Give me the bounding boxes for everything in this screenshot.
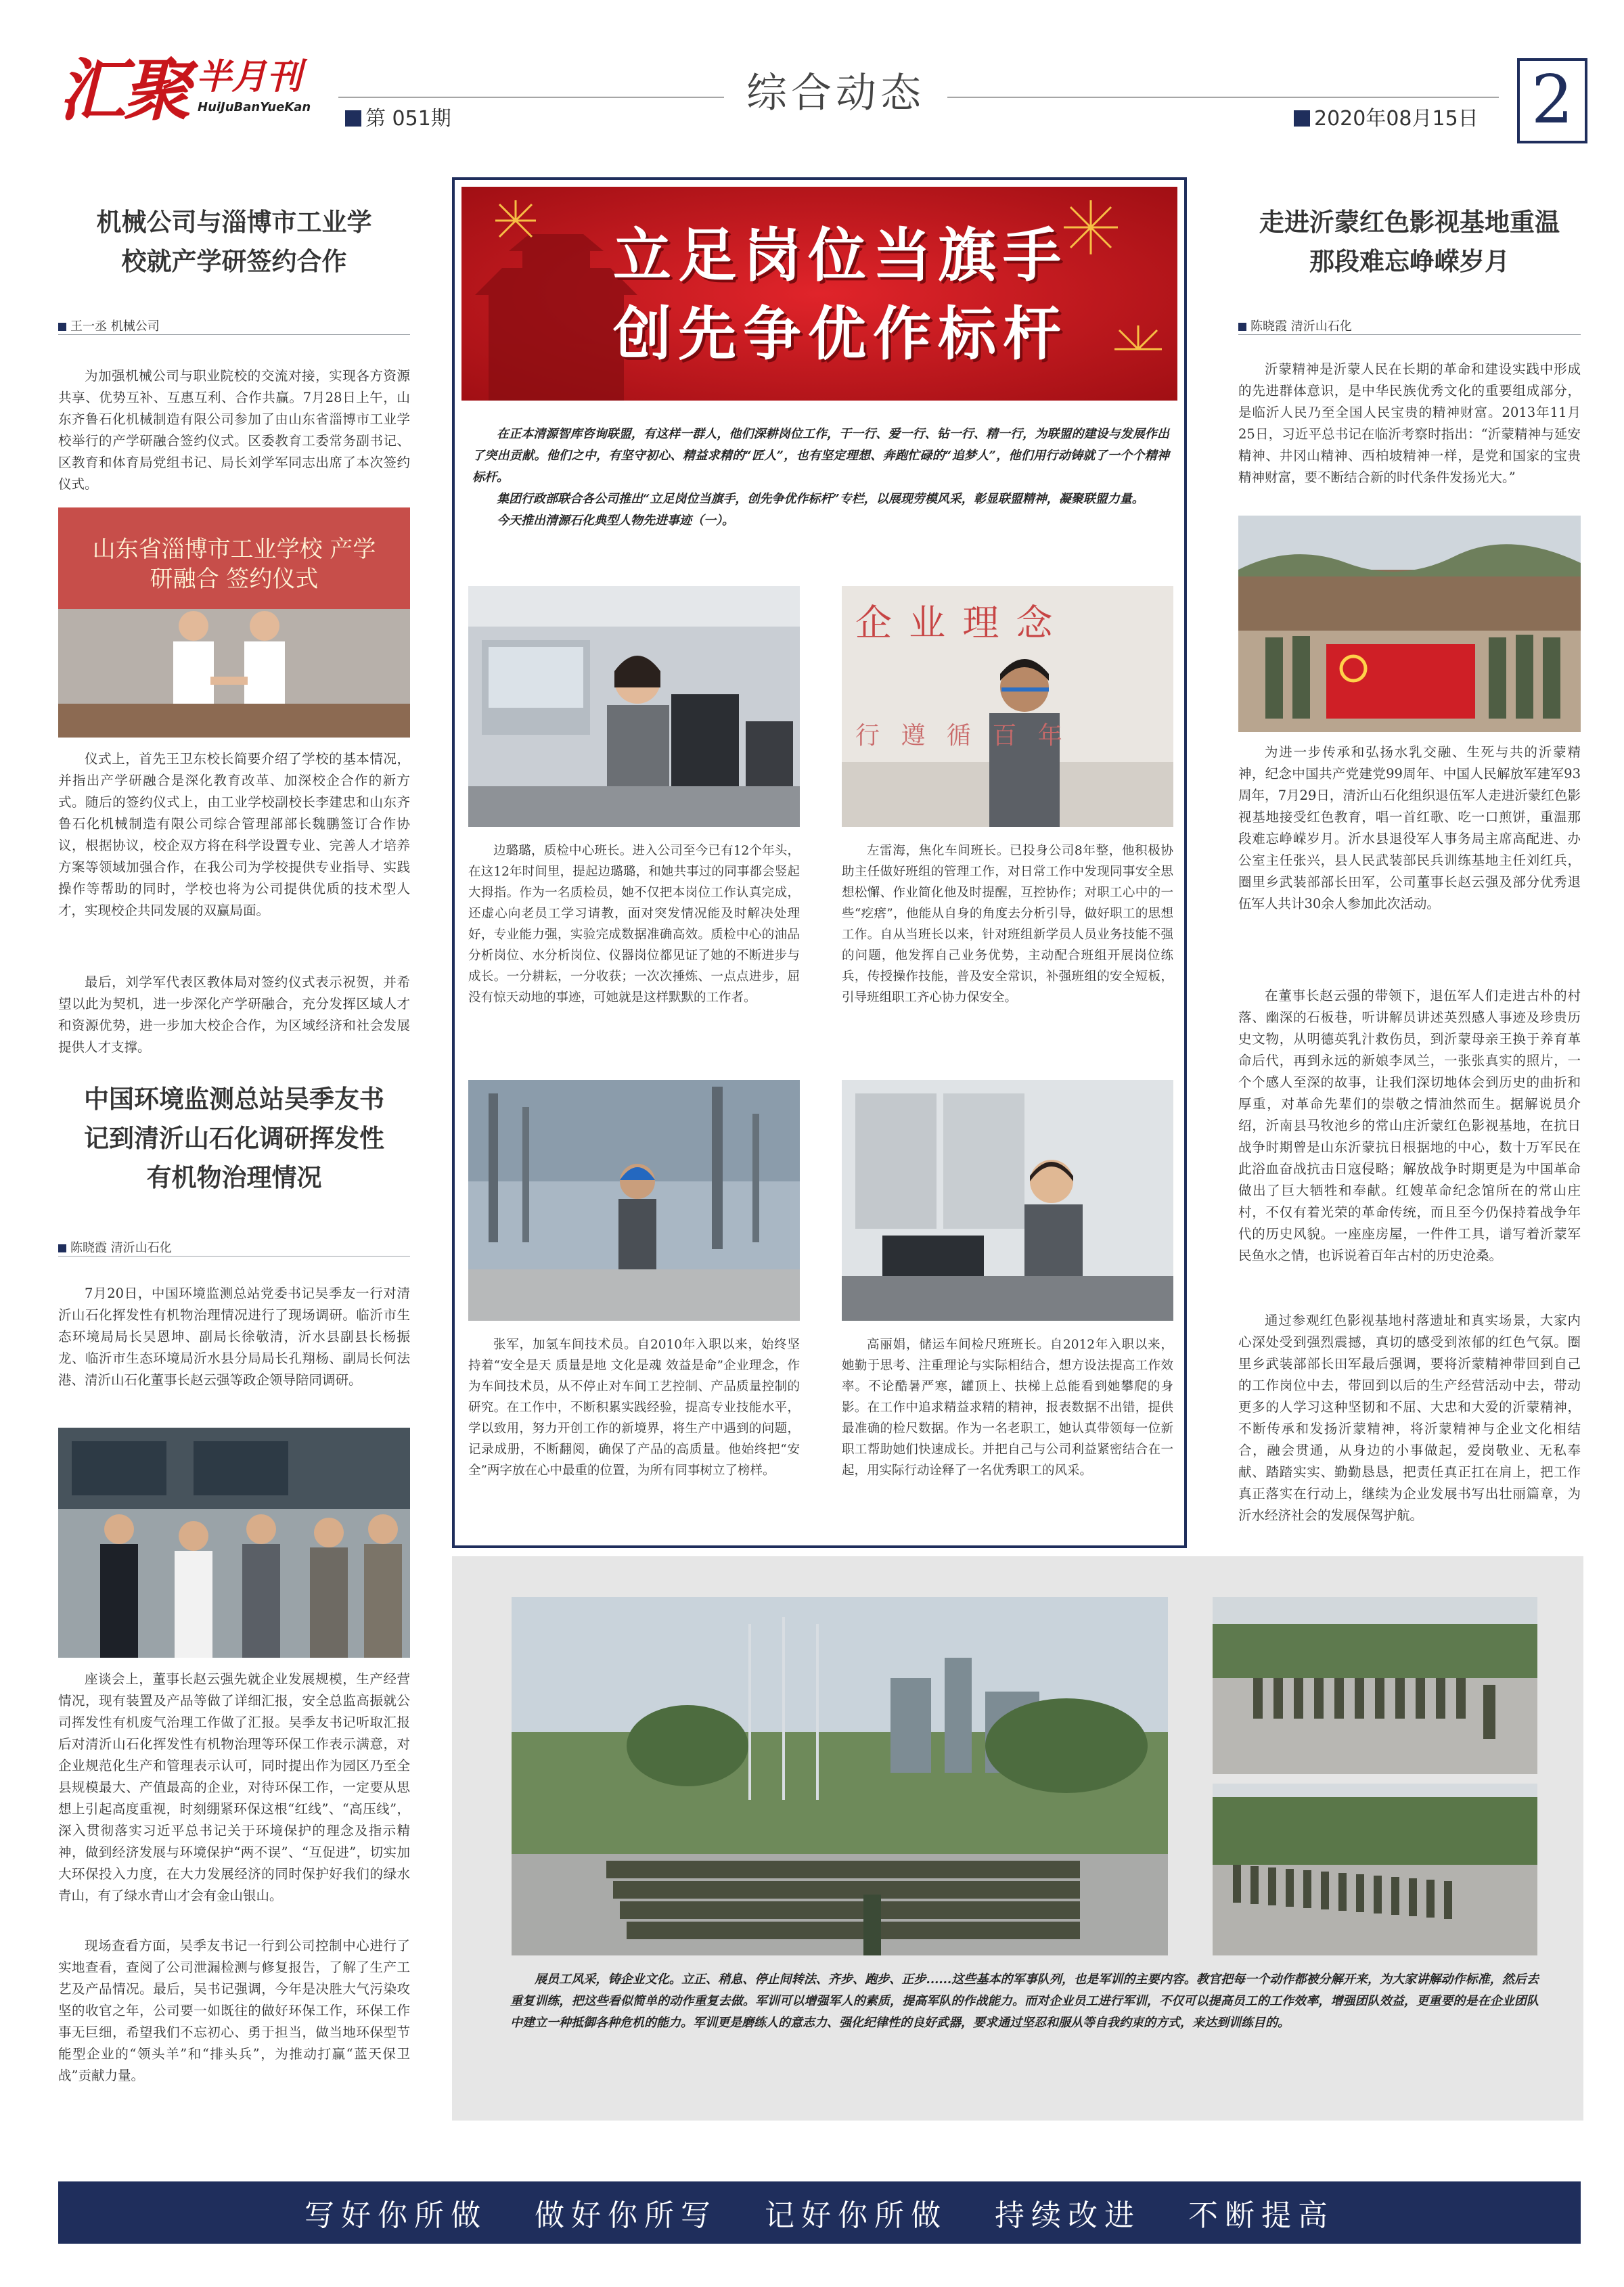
- footer-slogan-5: 不断提高: [1188, 2198, 1334, 2233]
- masthead: [0, 0, 1624, 149]
- profile2-photo-sign1: 企 业 理 念: [855, 602, 1056, 644]
- article1-para2: 仪式上，首先王卫东校长简要介绍了学校的基本情况，并指出产学研融合是深化教育改革、加深校企合作的新方式。随后的签约仪式上，由工业学校副校长李建忠和山东齐鲁石化机械制造有限公司综合管理部部长魏鹏签订合作协议，根据协议，校企双方将在科学设置专业、完善人才培养方案等领域加强合作，在我公司为学校提供专业指导、实践操作等帮助的同时，学校也将为公司提供优质的技术型人才，实现校企共同发展的双赢局面。: [58, 751, 410, 918]
- article1-title: 机械公司与淄博市工业学校就产学研签约合作: [96, 208, 372, 276]
- date-square-icon: [1294, 110, 1310, 127]
- feature-banner-line2: 创先争优作标杆: [613, 300, 1068, 368]
- article2-byline: 陈晓霞 清沂山石化: [58, 1238, 172, 1256]
- feature-intro: [472, 424, 1169, 532]
- footer-slogan-2: 做好你所写: [535, 2198, 717, 2233]
- right-para3: 在董事长赵云强的带领下，退伍军人们走进古朴的村落、幽深的石板巷，听讲解员讲述英烈感人事迹及珍贵历史文物，从明德英乳汁救伤员，到沂蒙母亲王换于养育革命后代，再到永远的新娘李凤兰，一张张真实的照片，一个个感人至深的故事，让我们深切地体会到历史的曲折和厚重，对革命先辈们的崇敬之情油然而生。据解说员介绍，沂南县马牧池乡的常山庄沂蒙红色影视基地，在抗日战争时期曾是山东沂蒙抗日根据地的中心，数十万军民在此浴血奋战抗击日寇侵略；解放战争时期更是为中国革命做出了巨大牺牲和奉献。红嫂革命纪念馆所在的常山庄村，不仅有着光荣的革命传统，而且至今仍保持着战争年代的历史风貌。一座座房屋，一件件工具，谱写着沂蒙军民鱼水之情，也诉说着百年古村的历史沧桑。: [1238, 988, 1581, 1263]
- section-title: 综合动态: [746, 70, 925, 117]
- issue-square-icon: [345, 110, 361, 127]
- feature-box: [452, 177, 1187, 1548]
- training-panel: [452, 1556, 1583, 2121]
- profile2-text: 左雷海，焦化车间班长。已投身公司8年整，他积极协助主任做好班组的管理工作，对日常工作中发现同事安全思想松懈、作业简化他及时提醒，互控协作；对职工心中的一些“疙瘩”，他能从自身的角度去分析引导，做好职工的思想工作。自从当班长以来，针对班组新学员人员业务技能不强的问题，他发挥自己业务优势，主动配合班组开展岗位练兵，传授操作技能，普及安全常识，补强班组的安全短板，引导班组职工齐心协力保安全。: [842, 844, 1173, 1005]
- profile2-photo-sign2: 行 遵 循 百 年: [855, 722, 1069, 750]
- training-photo-bottom-right: [1213, 1784, 1537, 1955]
- right-column: [1238, 203, 1581, 1556]
- profile3-photo: [468, 1080, 800, 1321]
- masthead-logo: 汇聚: [58, 50, 188, 130]
- right-article-title: 走进沂蒙红色影视基地重温那段难忘峥嵘岁月: [1259, 208, 1560, 276]
- training-photo-top-right: [1213, 1597, 1537, 1774]
- article1-photo-signing: [58, 507, 410, 738]
- right-photo-group-flag: [1238, 516, 1581, 732]
- article1-para1: 为加强机械公司与职业院校的交流对接，实现各方资源共享、优势互补、互惠互利、合作共赢。7月28日上午，山东齐鲁石化机械制造有限公司参加了由山东省淄博市工业学校举行的产学研融合签约仪式。区委教育工委常务副书记、区教育和体育局党组书记、局长刘学军同志出席了本次签约仪式。: [58, 368, 410, 492]
- training-photo-main: [512, 1597, 1168, 1955]
- feature-banner-line1: 立足岗位当旗手: [613, 222, 1068, 290]
- right-article-byline-rule: [1238, 334, 1581, 335]
- masthead-logo-pinyin: HuiJuBanYueKan: [198, 100, 311, 114]
- profile4-text: 高丽娟，储运车间检尺班班长。自2012年入职以来，她勤于思考、注重理论与实际相结合，想方设法提高工作效率。不论酷暑严寒，罐顶上、扶梯上总能看到她攀爬的身影。在工作中追求精益求精的精神，报表数据不出错，提供最准确的检尺数据。作为一名老职工，她认真带领每一位新职工帮助她们快速成长。并把自己与公司利益紧密结合在一起，用实际行动诠释了一名优秀职工的风采。: [842, 1338, 1173, 1478]
- feature-intro-para3: 今天推出清源石化典型人物先进事迹（一）。: [497, 514, 734, 528]
- footer-slogan-bar: [58, 2181, 1581, 2244]
- feature-intro-para2: 集团行政部联合各公司推出“立足岗位当旗手，创先争优作标杆”专栏，以展现劳模风采，彰显联盟精神，凝聚联盟力量。: [497, 492, 1144, 506]
- footer-slogan-3: 记好你所做: [765, 2198, 947, 2233]
- right-para1: 沂蒙精神是沂蒙人民在长期的革命和建设实践中形成的先进群体意识，是中华民族优秀文化的重要组成部分，是临沂人民乃至全国人民宝贵的精神财富。2013年11月25日，习近平总书记在临沂考察时指出：“沂蒙精神与延安精神、井冈山精神、西柏坡精神一样，是党和国家的宝贵精神财富，要不断结合新的时代条件发扬光大。”: [1238, 361, 1581, 485]
- byline-square-icon: [58, 1244, 66, 1252]
- article2-para1: 7月20日，中国环境监测总站党委书记吴季友一行对清沂山石化挥发性有机物治理情况进行了现场调研。临沂市生态环境局局长吴恩坤、副局长徐敬清，沂水县副县长杨振龙、临沂市生态环境局沂水县分局局长孔翔杨、副局长何法港、清沂山石化董事长赵云强等政企领导陪同调研。: [58, 1286, 410, 1388]
- footer-slogan-4: 持续改进: [995, 2198, 1141, 2233]
- article2-title: 中国环境监测总站吴季友书记到清沂山石化调研挥发性有机物治理情况: [84, 1085, 384, 1192]
- article2-para2: 座谈会上，董事长赵云强先就企业发展规模，生产经营情况，现有装置及产品等做了详细汇报，安全总监高振就公司挥发性有机废气治理工作做了汇报。吴季友书记听取汇报后对清沂山石化挥发性有机物治理等环保工作表示满意，对企业规范化生产和管理表示认可，同时提出作为园区乃至全县规模最大、产值最高的企业，对待环保工作，一定要从思想上引起高度重视，时刻绷紧环保这根“红线”、“高压线”，深入贯彻落实习近平总书记关于环境保护的理念及指示精神，做到经济发展与环境保护“两不误”、“互促进”，切实加大环保投入力度，在大力发展经济的同时保护好我们的绿水青山，有了绿水青山才会有金山银山。: [58, 1671, 410, 1903]
- profile4-photo: [842, 1080, 1173, 1321]
- article2-para3: 现场查看方面，吴季友书记一行到公司控制中心进行了实地查看，查阅了公司泄漏检测与修复报告，了解了生产工艺及产品情况。最后，吴书记强调，今年是决胜大气污染攻坚的收官之年，公司要一如既往的做好环保工作，环保工作事无巨细，希望我们不忘初心、勇于担当，做当地环保型节能型企业的“领头羊”和“排头兵”，为推动打赢“蓝天保卫战”贡献力量。: [58, 1938, 410, 2083]
- feature-banner: [461, 187, 1177, 401]
- page-number: 2: [1517, 58, 1587, 143]
- feature-intro-para1: 在正本清源智库咨询联盟，有这样一群人，他们深耕岗位工作，干一行、爱一行、钻一行、精一行，为联盟的建设与发展作出了突出贡献。他们之中，有坚守初心、精益求精的“匠人”，也有坚定理想、奔跑忙碌的“追梦人”，他们用行动铸就了一个个精神标杆。: [472, 427, 1169, 484]
- profile1-photo: [468, 586, 800, 827]
- footer-slogan-1: 写好你所做: [304, 2198, 487, 2233]
- article1-photo-banner-text: 山东省淄博市工业学校 产学研融合 签约仪式: [92, 536, 376, 593]
- training-caption: 展员工风采，铸企业文化。立正、稍息、停止间转法、齐步、跑步、正步......这些基本的军事队列，也是军训的主要内容。教官把每一个动作都被分解开来，为大家讲解动作标准，然后去重复训练，把这些看似简单的动作重复去做。军训可以增强军人的素质，提高军队的作战能力。而对企业员工进行军训，不仅可以提高员工的工作效率，增强团队效益，更重要的是在企业团队中建立一种抵御各种危机的能力。军训更是磨练人的意志力、强化纪律性的良好武器，要求通过坚忍和服从等自我约束的方式，来达到训练目的。: [510, 1972, 1539, 2030]
- date-label: [1294, 106, 1479, 133]
- right-article-byline: 陈晓霞 清沂山石化: [1238, 317, 1352, 334]
- right-para2: 为进一步传承和弘扬水乳交融、生死与共的沂蒙精神，纪念中国共产党建党99周年、中国人民解放军建军93周年，7月29日，清沂山石化组织退伍军人走进沂蒙红色影视基地接受红色教育，唱一首红歌、吃一口煎饼，重温那段难忘峥嵘岁月。沂水县退役军人事务局主席高配进、办公室主任张兴，县人民武装部民兵训练基地主任刘红兵，圈里乡武装部部长田军，公司董事长赵云强及部分优秀退伍军人共计30余人参加此次活动。: [1238, 744, 1581, 911]
- article1-para3: 最后，刘学军代表区教体局对签约仪式表示祝贺，并希望以此为契机，进一步深化产学研融合，充分发挥区域人才和资源优势，进一步加大校企合作，为区域经济和社会发展提供人才支撑。: [58, 974, 410, 1055]
- right-para4: 通过参观红色影视基地村落遗址和真实场景，大家内心深处受到强烈震撼，真切的感受到浓郁的红色气氛。圈里乡武装部部长田军最后强调，要将沂蒙精神带回到自己的工作岗位中去，带回到以后的生产经营活动中去，带动更多的人学习这种坚韧和不屈、大忠和大爱的沂蒙精神，不断传承和发扬沂蒙精神，将沂蒙精神与企业文化相结合，融会贯通，从身边的小事做起，爱岗敬业、无私奉献、踏踏实实、勤勤恳恳，把责任真正扛在肩上，把工作真正落实在行动上，继续为企业发展书写出壮丽篇章，为沂水经济社会的发展保驾护航。: [1238, 1313, 1581, 1523]
- profile2-photo: [842, 586, 1173, 827]
- left-column: [58, 203, 410, 2118]
- byline-square-icon: [58, 323, 66, 331]
- byline-square-icon: [1238, 323, 1246, 331]
- issue-number: 第 051期: [365, 107, 451, 131]
- profile3-text: 张军，加氢车间技术员。自2010年入职以来，始终坚持着“安全是天 质量是地 文化是魂 效益是命”企业理念，作为车间技术员，从不停止对车间工艺控制、产品质量控制的研究。在工作中，不断积累实践经验，提高专业技能水平，学以致用，努力开创工作的新境界，将生产中遇到的问题，记录成册，不断翻阅，确保了产品的高质量。他始终把“安全”两字放在心中最重的位置，为所有同事树立了榜样。: [468, 1338, 800, 1478]
- article2-photo-meeting: [58, 1428, 410, 1658]
- masthead-logo-sub: 半月刊: [196, 56, 302, 97]
- issue-date: 2020年08月15日: [1314, 107, 1479, 131]
- article1-byline: 王一丞 机械公司: [58, 317, 160, 334]
- profile1-text: 边璐璐，质检中心班长。进入公司至今已有12个年头，在这12年时间里，提起边璐璐，和她共事过的同事都会竖起大拇指。作为一名质检员，她不仅把本岗位工作认真完成，还虚心向老员工学习请教，面对突发情况能及时解决处理好，专业能力强，实验完成数据准确高效。质检中心的油品分析岗位、水分析岗位、仪器岗位都见证了她的不断进步与成长。一分耕耘，一分收获；一次次捶炼、一点点进步，屈没有惊天动地的事迹，可她就是这样默默的工作者。: [468, 844, 800, 1005]
- article1-byline-rule: [58, 334, 410, 335]
- issue-label: [345, 106, 451, 133]
